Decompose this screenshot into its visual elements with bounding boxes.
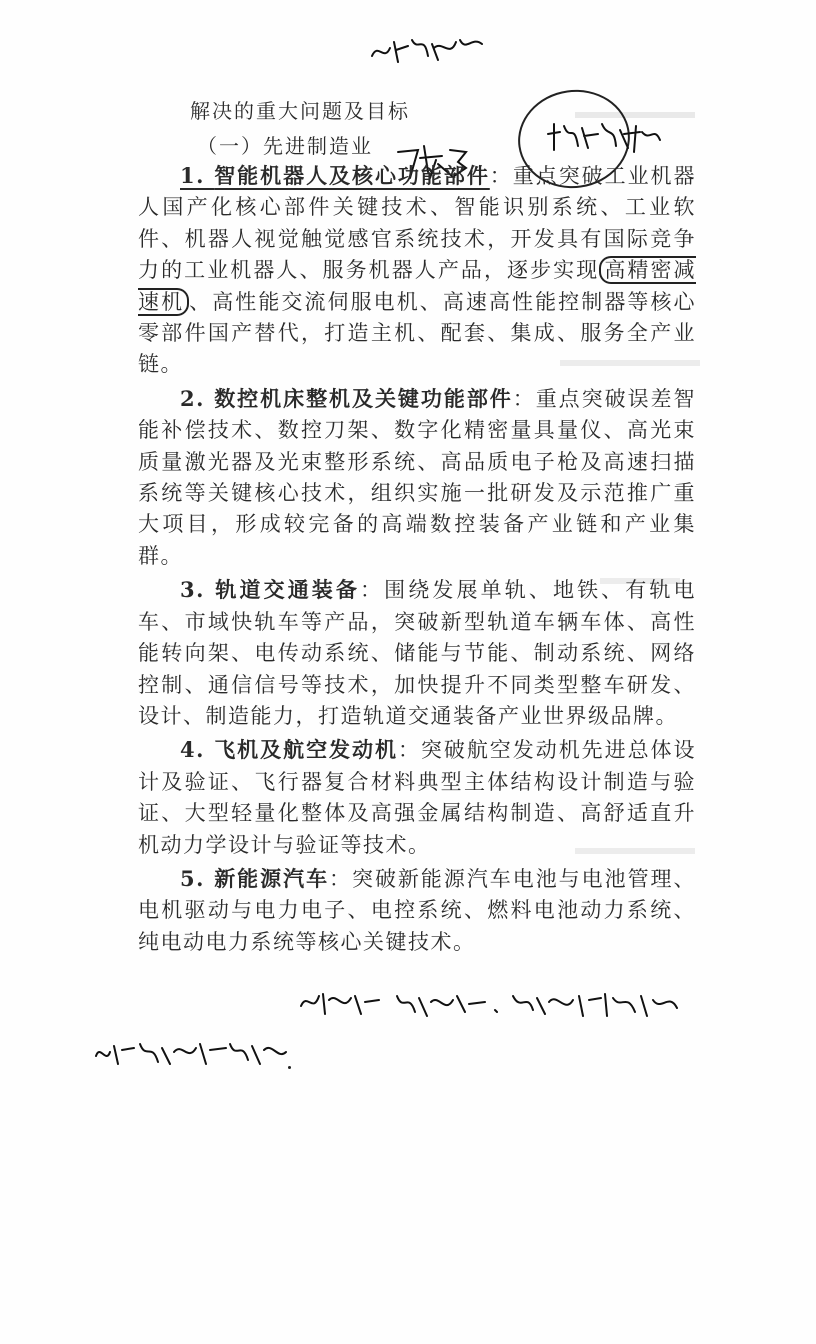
paragraph-item-2: [138, 383, 696, 572]
item-body: ：重点突破误差智能补偿技术、数控刀架、数字化精密量具量仪、高光束质量激光器及光束整形系统、高品质电子枪及高速扫描系统等关键核心技术，组织实施一批研发及示范推广重大项目，形成较完备的高端数控装备产业链和产业集群。: [138, 386, 697, 568]
document-title: 解决的重大问题及目标: [190, 99, 410, 123]
handwritten-note-bottom-right: [295, 982, 695, 1022]
item-prefix: 3.: [180, 577, 216, 603]
ink-dot: [288, 1066, 291, 1069]
item-heading: 飞机及航空发动机: [214, 737, 398, 763]
item-heading: 轨道交通装备: [215, 577, 361, 603]
boxed-term: 高精密减速机: [138, 258, 697, 314]
item-heading: 数控机床整机及关键功能部件: [214, 385, 513, 411]
section-heading: （一）先进制造业: [197, 134, 373, 158]
item-body: ：重点突破工业机器人国产化核心部件关键技术、智能识别系统、工业软件、机器人视觉触觉感官系统技术，开发具有国际竞争力的工业机器人、服务机器人产品，逐步实现: [138, 164, 697, 283]
item-heading: 智能机器人及核心功能部件: [214, 163, 490, 188]
paragraph-item-1: [138, 160, 696, 381]
handwritten-note-top: [368, 22, 488, 72]
item-prefix: 5.: [180, 865, 215, 891]
item-prefix: 4.: [180, 737, 215, 763]
item-prefix: 1.: [180, 163, 215, 188]
paragraph-item-4: [138, 734, 696, 861]
item-body-continued: 、高性能交流伺服电机、高速高性能控制器等核心零部件国产替代，打造主机、配套、集成、服务全产业链。: [138, 289, 697, 377]
item-body: ：围绕发展单轨、地铁、有轨电车、市域快轨车等产品，突破新型轨道车辆车体、高性能转向架、电传动系统、储能与节能、制动系统、网络控制、通信信号等技术，加快提升不同类型整车研发、设计、制造能力，打造轨道交通装备产业世界级品牌。: [138, 578, 697, 728]
document-body: [138, 160, 696, 958]
handwritten-note-bottom-left: [90, 1030, 290, 1074]
underlined-heading: [180, 164, 490, 188]
item-body: ：突破航空发动机先进总体设计及验证、飞行器复合材料典型主体结构设计制造与验证、大型轻量化整体及高强金属结构制造、高舒适直升机动力学设计与验证等技术。: [138, 738, 697, 857]
item-prefix: 2.: [180, 385, 215, 411]
paragraph-item-5: [138, 863, 696, 958]
handwritten-note-circle: [544, 112, 664, 156]
item-body: ：突破新能源汽车电池与电池管理、电机驱动与电力电子、电控系统、燃料电池动力系统、纯电动电力系统等核心关键技术。: [138, 866, 697, 954]
paragraph-item-3: [138, 574, 696, 732]
item-heading: 新能源汽车: [214, 865, 330, 891]
